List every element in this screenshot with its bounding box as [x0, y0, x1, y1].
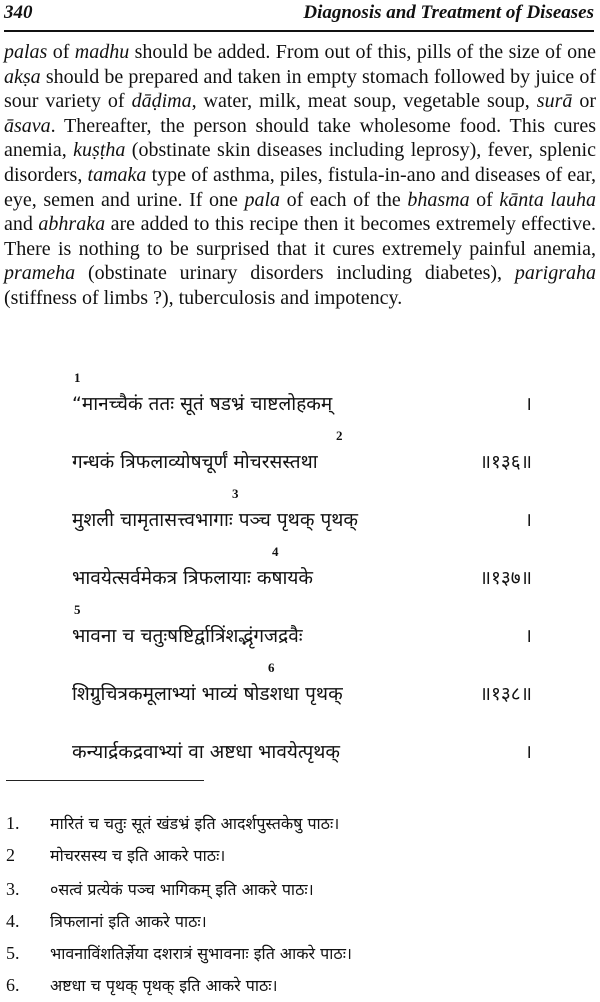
- text-run: . Thereafter, the person should take wholesome food. This cures anemia,: [4, 114, 596, 162]
- verse-end-mark: ॥१३७॥: [479, 567, 532, 589]
- italic-term: prameha: [4, 262, 76, 285]
- verse-line: [72, 602, 532, 647]
- footnote-text: भावनाविंशतिर्ज्ञेया दशरात्रं सुभावनाः इति आकरे पाठः।: [50, 944, 352, 963]
- footnote-text: मारितं च चतुः सूतं खंडभ्रं इति आदर्शपुस्तकेषु पाठः।: [50, 814, 340, 833]
- verse-text: “मानच्चैकं ततः सूतं षडभ्रं चाष्टलोहकम्: [72, 393, 333, 415]
- footnote: [6, 874, 566, 902]
- footnote-number: 5.: [6, 943, 20, 963]
- verse-line: [72, 660, 532, 705]
- body-paragraph: [4, 40, 596, 311]
- verse-text: भावना च चतुःषष्टिर्द्वात्रिंशद्भृंगजद्रवैः: [72, 625, 303, 647]
- verse-line: [72, 370, 532, 415]
- verse-end-mark: ।: [524, 741, 532, 763]
- italic-term: tamaka: [87, 163, 147, 186]
- text-run: should be prepared and taken in empty stomach followed by juice of sour variety of: [4, 65, 596, 113]
- footnote-number: 2: [6, 845, 15, 865]
- italic-term: akṣa: [4, 65, 41, 88]
- text-run: type of asthma, piles, fistula-in-ano and diseases of ear, eye, semen and urine. If one: [4, 163, 597, 211]
- verse-line: [72, 544, 532, 589]
- text-run: of each of the: [280, 188, 408, 211]
- italic-term: dāḍima: [131, 90, 192, 113]
- verse-end-mark: ॥१३८॥: [479, 683, 532, 705]
- italic-term: kānta lauha: [499, 188, 596, 211]
- footnote-number: 1.: [6, 813, 20, 833]
- text-run: (stiffness of limbs ?), tuberculosis and impotency.: [4, 286, 403, 309]
- verse-end-mark: ।: [524, 393, 532, 415]
- footnote: [6, 938, 566, 966]
- verse-text: भावयेत्सर्वमेकत्र त्रिफलायाः कषायके: [72, 567, 313, 589]
- footnote-number: 3.: [6, 879, 20, 899]
- footnote-text: ०सत्वं प्रत्येकं पञ्च भागिकम् इति आकरे पाठः।: [50, 880, 314, 899]
- footnote: [6, 906, 566, 934]
- text-run: of: [47, 41, 75, 63]
- footnote-divider: [6, 780, 204, 781]
- footnote-number: 4.: [6, 911, 20, 931]
- italic-term: surā: [536, 90, 573, 113]
- footnote-reference: 2: [336, 428, 343, 443]
- italic-term: parigraha: [514, 262, 596, 285]
- footnote-reference: 1: [74, 370, 81, 385]
- verse-text: गन्धकं त्रिफलाव्योषचूर्णं मोचरसस्तथा: [72, 451, 318, 473]
- footnote-text: त्रिफलानां इति आकरे पाठः।: [50, 912, 207, 931]
- footnote-reference: 6: [268, 660, 275, 675]
- italic-term: palas: [4, 41, 48, 63]
- footnote-text: मोचरसस्य च इति आकरे पाठः।: [50, 846, 226, 865]
- italic-term: pala: [244, 188, 281, 211]
- footnote-reference: 5: [74, 602, 81, 617]
- italic-term: kuṣṭha: [73, 139, 126, 162]
- footnote: [6, 970, 566, 998]
- page-number: 340: [4, 2, 33, 23]
- verse-line: [72, 428, 532, 473]
- verse-end-mark: ॥१३६॥: [479, 451, 532, 473]
- page-header: [4, 0, 594, 32]
- text-run: are added to this recipe then it becomes extremely effective. There is nothing to be surprised that it cures extremely painful anemia,: [4, 213, 596, 260]
- text-run: and: [4, 213, 39, 236]
- verse-text: शिग्रुचित्रकमूलाभ्यां भाव्यं षोडशधा पृथक्: [72, 683, 343, 705]
- italic-term: bhasma: [407, 188, 470, 211]
- verse-end-mark: ।: [524, 625, 532, 647]
- footnote-number: 6.: [6, 975, 20, 995]
- text-run: should be added. From out of this, pills of the size of one: [129, 41, 596, 63]
- text-run: or: [572, 90, 596, 113]
- italic-term: abhraka: [38, 213, 106, 236]
- text-run: (obstinate skin diseases including leprosy), fever, splenic disorders,: [4, 139, 596, 186]
- footnote-text: अष्टधा च पृथक् पृथक् इति आकरे पाठः।: [50, 976, 278, 995]
- verse-end-mark: ।: [524, 509, 532, 531]
- footnote-reference: 3: [232, 486, 239, 501]
- italic-term: āsava: [4, 114, 51, 137]
- verse-line: [72, 732, 532, 762]
- italic-term: madhu: [74, 41, 130, 63]
- footnote: [6, 840, 566, 868]
- footnote-reference: 4: [272, 544, 279, 559]
- text-run: , water, milk, meat soup, vegetable soup,: [191, 90, 537, 113]
- verse-text: कन्यार्द्रकद्रवाभ्यां वा अष्टधा भावयेत्पृथक्: [72, 741, 341, 763]
- verse-text: मुशली चामृतासत्त्वभागाः पञ्च पृथक् पृथक्: [72, 509, 358, 531]
- verse-line: [72, 486, 532, 531]
- running-title: Diagnosis and Treatment of Diseases: [303, 2, 594, 23]
- text-run: (obstinate urinary disorders including diabetes),: [75, 262, 515, 285]
- text-run: of: [469, 188, 500, 211]
- footnote: [6, 808, 566, 836]
